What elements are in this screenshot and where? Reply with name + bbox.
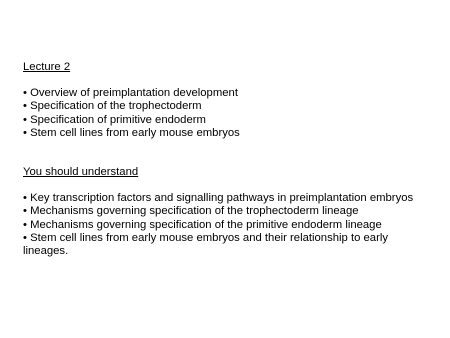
list-item: [23, 219, 428, 232]
list-item: [23, 232, 428, 258]
slide-content: [23, 61, 428, 258]
bullet: •: [23, 218, 27, 231]
lecture-heading: Lecture 2: [23, 61, 71, 73]
list-item-text: Overview of preimplantation development: [30, 87, 238, 100]
bullet: •: [23, 231, 27, 244]
bullet: •: [23, 192, 27, 205]
list-item: [23, 127, 428, 140]
list-item-text: Mechanisms governing specification of the trophectoderm lineage: [30, 205, 359, 218]
bullet: •: [23, 126, 27, 139]
list-item: [23, 87, 428, 100]
list-item-text: Specification of primitive endoderm: [30, 113, 206, 126]
spacer: [23, 179, 428, 192]
list-item: [23, 114, 428, 127]
list-item: [23, 205, 428, 218]
learning-outcomes-list: [23, 192, 428, 258]
bullet: •: [23, 87, 27, 100]
list-item-text: Stem cell lines from early mouse embryos and their relationship to early lineages.: [23, 231, 388, 258]
lecture-topics-list: [23, 87, 428, 140]
list-item: [23, 100, 428, 113]
bullet: •: [23, 113, 27, 126]
list-item-text: Stem cell lines from early mouse embryos: [30, 126, 240, 139]
spacer: [23, 140, 428, 166]
understand-heading: You should understand: [23, 166, 139, 179]
bullet: •: [23, 100, 27, 113]
spacer: [23, 74, 428, 87]
list-item-text: Key transcription factors and signalling pathways in preimplantation embryos: [30, 192, 414, 205]
list-item-text: Specification of the trophectoderm: [30, 100, 202, 113]
bullet: •: [23, 205, 27, 218]
list-item-text: Mechanisms governing specification of the primitive endoderm lineage: [30, 218, 382, 231]
list-item: [23, 192, 428, 205]
